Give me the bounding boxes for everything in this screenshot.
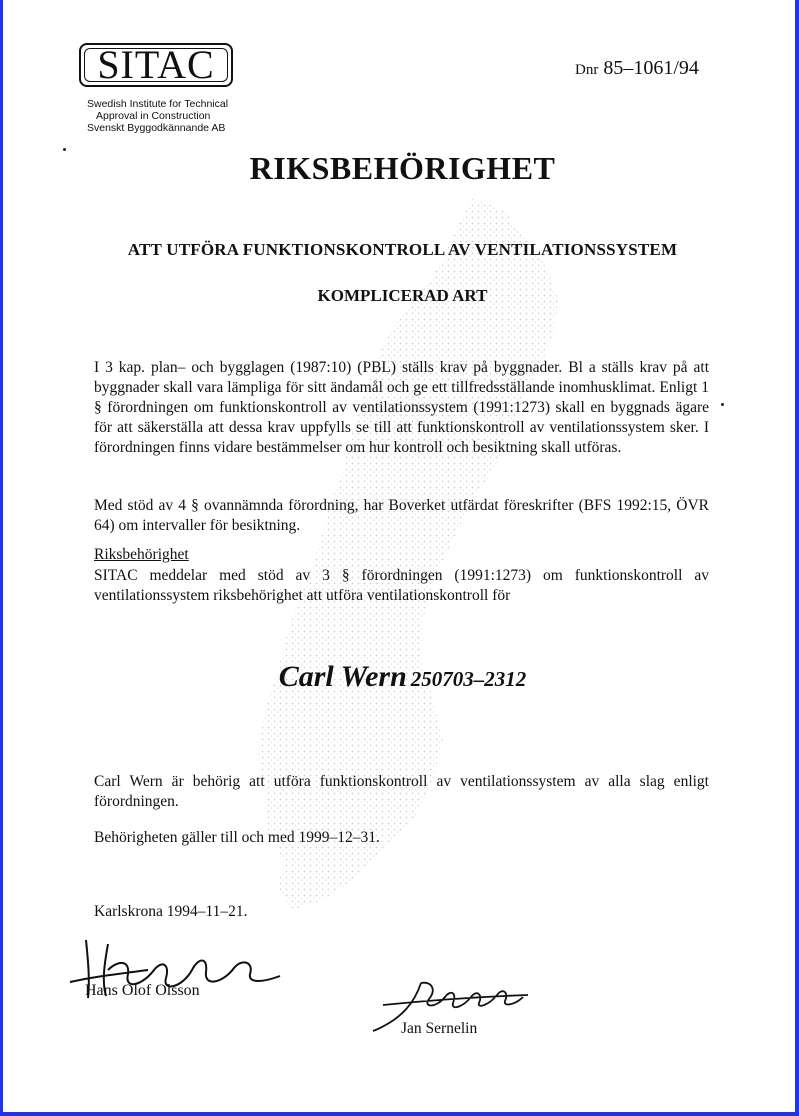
place-and-date: Karlskrona 1994–11–21. xyxy=(94,903,248,920)
document-title: RIKSBEHÖRIGHET xyxy=(249,150,556,186)
holder-personal-number: 250703–2312 xyxy=(410,667,527,691)
section-heading: Riksbehörighet xyxy=(94,546,189,563)
institute-line-1: Swedish Institute for Technical xyxy=(87,98,229,110)
institute-name xyxy=(87,98,228,134)
document-subtitle-2: KOMPLICERAD ART xyxy=(317,286,488,305)
registration-number xyxy=(575,57,699,80)
paragraph-authorization: SITAC meddelar med stöd av 3 § förordningen (1991:1273) om funktionskontroll av ventilationssystem riksbehörighet att utföra ventilationskontroll för xyxy=(94,567,709,604)
institute-line-2: Approval in Construction xyxy=(96,110,211,122)
logo-text: SITAC xyxy=(97,42,215,87)
paragraph-scope: Carl Wern är behörig att utföra funktionskontroll av ventilationssystem av alla slag enligt förordningen. xyxy=(94,773,709,810)
dnr-number: 85–1061/94 xyxy=(603,57,699,79)
dnr-label: Dnr xyxy=(575,62,599,78)
scan-speck xyxy=(721,403,724,406)
holder-line xyxy=(3,660,799,694)
signatory-2-name: Jan Sernelin xyxy=(401,1020,478,1037)
paragraph-legal-basis: I 3 kap. plan– och bygglagen (1987:10) (PBL) ställs krav på byggnader. Bl a ställs krav på att byggnader skall vara lämpliga för sitt ändamål och ge ett tillfredsställande inomhusklimat. Enligt 1 § förordningen om funktionskontroll av ventilationssystem (1991:1273) skall en byggnads ägare för att säkerställa att dessa krav uppfylls se till att funktionskontroll av ventilationssystem sker. I förordningen finns vidare bestämmelser om hur kontroll och besiktning skall utföras. xyxy=(94,359,709,456)
signatory-1-name: Hans Olof Olsson xyxy=(85,982,200,999)
sitac-logo xyxy=(79,43,233,87)
institute-line-3: Svenskt Byggodkännande AB xyxy=(87,122,226,134)
paragraph-regulations: Med stöd av 4 § ovannämnda förordning, har Boverket utfärdat föreskrifter (BFS 1992:15, ÖVR 64) om intervaller för besiktning. xyxy=(94,497,709,534)
holder-name: Carl Wern xyxy=(278,660,407,693)
validity-statement: Behörigheten gäller till och med 1999–12–31. xyxy=(94,829,380,846)
document-subtitle: ATT UTFÖRA FUNKTIONSKONTROLL AV VENTILATIONSSYSTEM xyxy=(127,240,678,259)
scan-speck xyxy=(63,148,66,151)
